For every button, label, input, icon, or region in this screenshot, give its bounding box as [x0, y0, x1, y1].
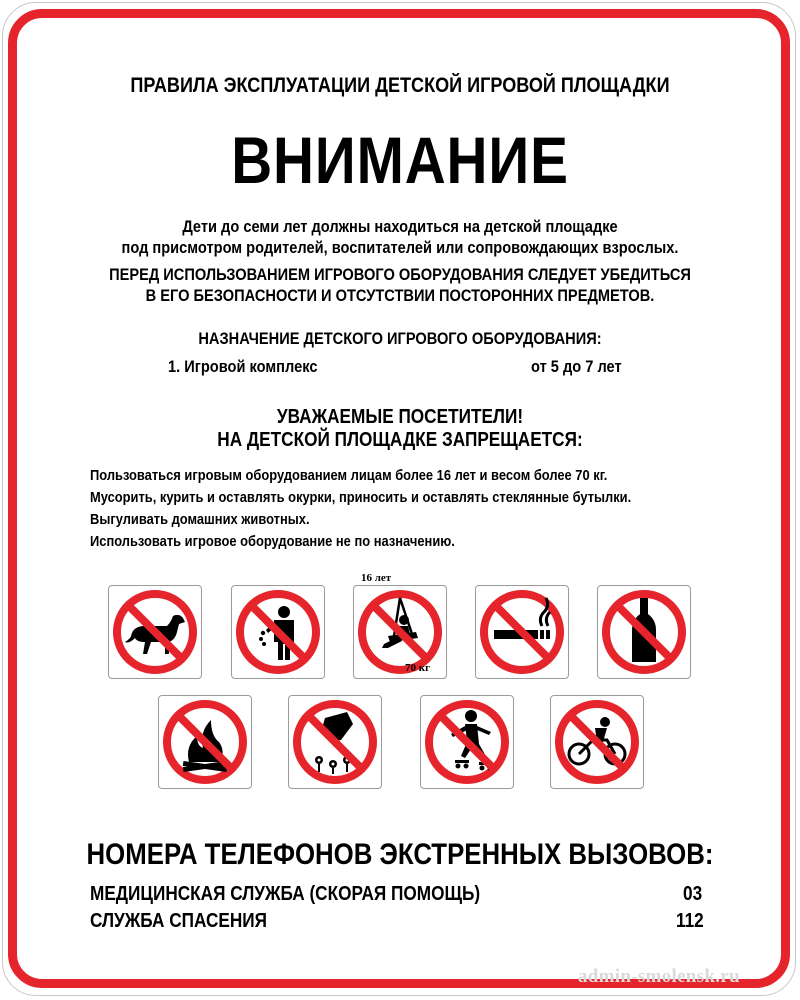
equipment-heading: НАЗНАЧЕНИЕ ДЕТСКОГО ИГРОВОГО ОБОРУДОВАНИЯ:: [198, 329, 602, 348]
no-fire-sign: [158, 695, 252, 789]
visitors-heading-2: НА ДЕТСКОЙ ПЛОЩАДКЕ ЗАПРЕЩАЕТСЯ:: [217, 429, 583, 451]
no-littering-sign: [231, 585, 325, 679]
equipment-item-age: от 5 до 7 лет: [531, 357, 622, 376]
intro-line-2: под присмотром родителей, воспитателей или сопровождающих взрослых.: [121, 238, 679, 257]
no-smoking-icon: [476, 586, 568, 678]
no-picking-flowers-sign: [288, 695, 382, 789]
watermark: admin-smolensk.ru: [578, 966, 740, 987]
rule-item: Выгуливать домашних животных.: [90, 511, 310, 528]
intro-caps-line-2: В ЕГО БЕЗОПАСНОСТИ И ОТСУТСТВИИ ПОСТОРОННИХ ПРЕДМЕТОВ.: [145, 286, 655, 305]
swing-weight-caption: 70 кг: [405, 662, 431, 674]
emergency-service-name: МЕДИЦИНСКАЯ СЛУЖБА (СКОРАЯ ПОМОЩЬ): [90, 883, 481, 905]
intro-caps-line-1: ПЕРЕД ИСПОЛЬЗОВАНИЕМ ИГРОВОГО ОБОРУДОВАНИЯ СЛЕДУЕТ УБЕДИТЬСЯ: [109, 265, 691, 284]
emergency-service-number: 112: [676, 910, 704, 932]
attention-heading: ВНИМАНИЕ: [231, 123, 569, 197]
no-picking-flowers-icon: [289, 696, 381, 788]
intro-line-1: Дети до семи лет должны находиться на детской площадке: [182, 217, 618, 236]
no-bottles-sign: [597, 585, 691, 679]
no-rollerskating-sign: [420, 695, 514, 789]
sign-title: ПРАВИЛА ЭКСПЛУАТАЦИИ ДЕТСКОЙ ИГРОВОЙ ПЛОЩАДКИ: [130, 74, 670, 97]
visitors-heading-1: УВАЖАЕМЫЕ ПОСЕТИТЕЛИ!: [276, 406, 524, 428]
no-bottles-icon: [598, 586, 690, 678]
swing-age-caption: 16 лет: [361, 572, 392, 584]
no-littering-icon: [232, 586, 324, 678]
rule-item: Пользоваться игровым оборудованием лицам более 16 лет и весом более 70 кг.: [90, 467, 608, 484]
no-swing-overweight-sign: [353, 585, 447, 679]
no-fire-icon: [159, 696, 251, 788]
no-swing-overweight-icon: [354, 586, 446, 678]
emergency-service-name: СЛУЖБА СПАСЕНИЯ: [90, 910, 268, 932]
no-dogs-icon: [109, 586, 201, 678]
no-cycling-sign: [550, 695, 644, 789]
rule-item: Мусорить, курить и оставлять окурки, приносить и оставлять стеклянные бутылки.: [90, 489, 632, 506]
rule-item: Использовать игровое оборудование не по назначению.: [90, 533, 455, 550]
no-rollerskating-icon: [421, 696, 513, 788]
emergency-service-number: 03: [683, 883, 703, 905]
emergency-heading: НОМЕРА ТЕЛЕФОНОВ ЭКСТРЕННЫХ ВЫЗОВОВ:: [86, 838, 714, 871]
no-cycling-icon: [551, 696, 643, 788]
equipment-item-name: 1. Игровой комплекс: [168, 357, 318, 376]
no-dogs-sign: [108, 585, 202, 679]
no-smoking-sign: [475, 585, 569, 679]
